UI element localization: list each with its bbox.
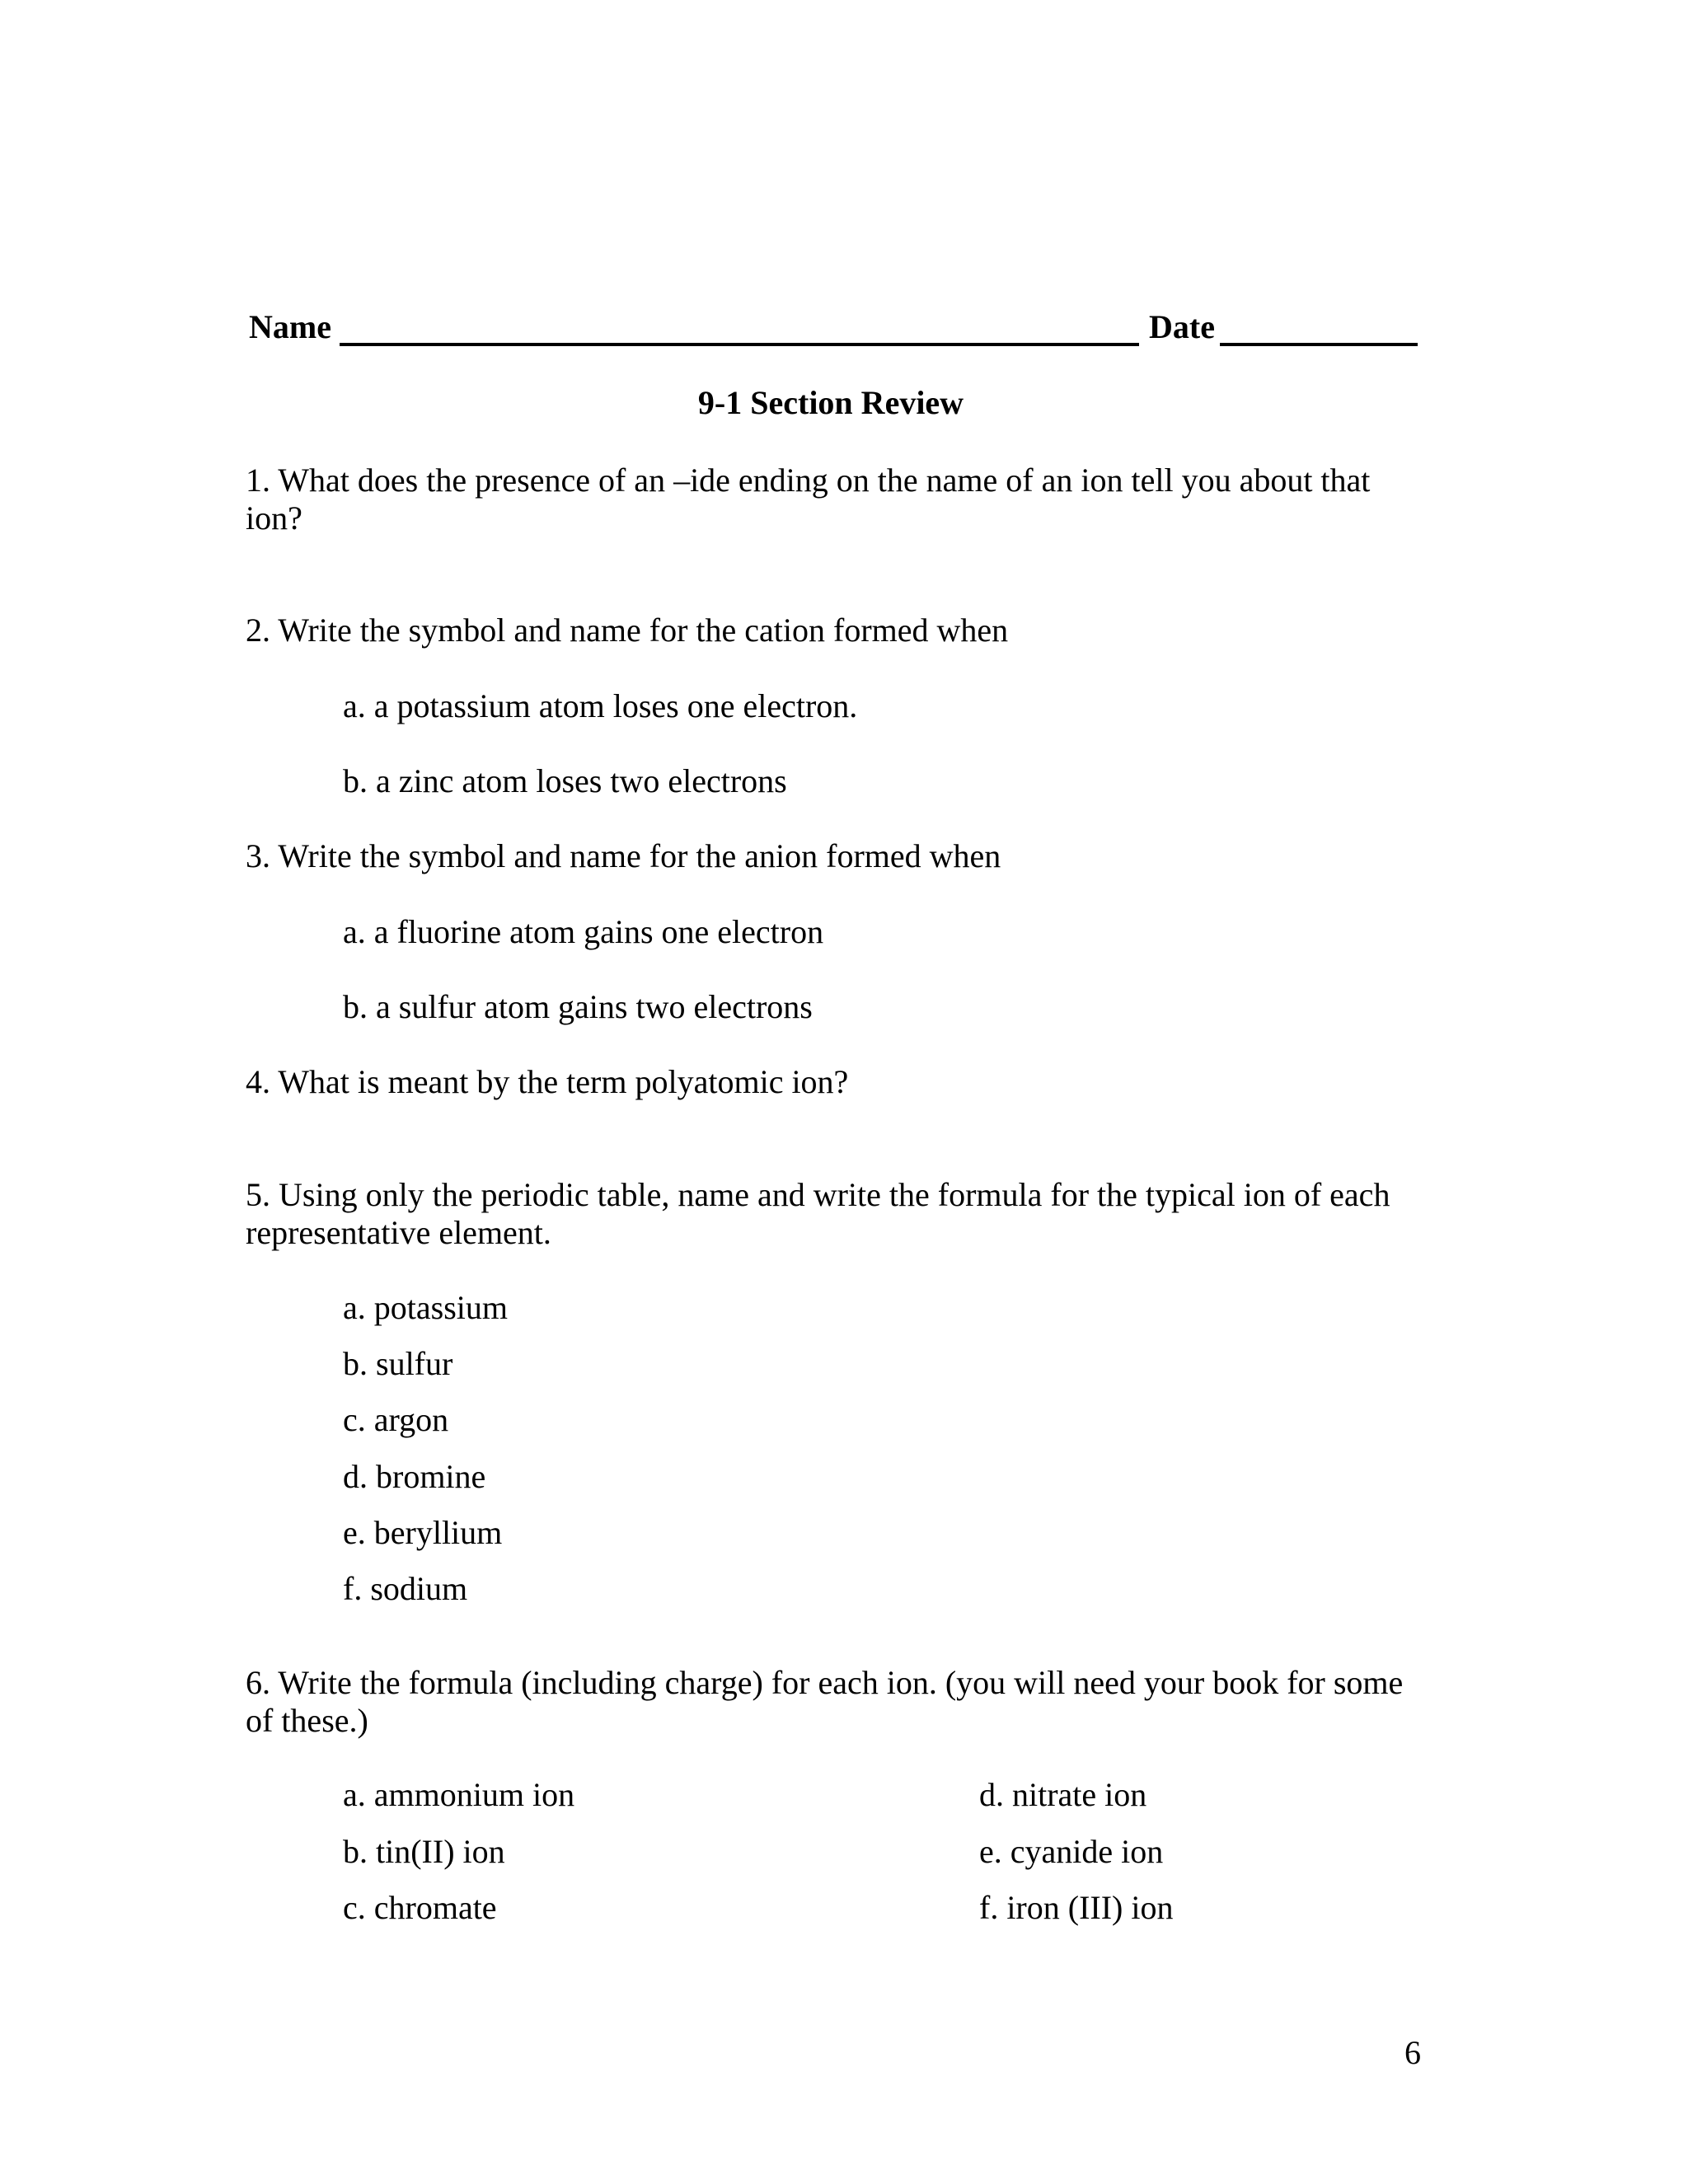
question-6-item-b: b. tin(II) ion bbox=[343, 1833, 505, 1870]
question-5-item-d: d. bromine bbox=[343, 1458, 486, 1495]
question-5-item-b: b. sulfur bbox=[343, 1345, 453, 1382]
date-blank-line bbox=[1220, 343, 1418, 346]
name-blank-line bbox=[340, 343, 1139, 346]
name-label: Name bbox=[249, 308, 331, 345]
name-date-header bbox=[249, 307, 1419, 353]
question-2-item-b: b. a zinc atom loses two electrons bbox=[343, 762, 787, 799]
date-label: Date bbox=[1149, 308, 1215, 345]
question-4: 4. What is meant by the term polyatomic ion? bbox=[246, 1063, 849, 1100]
question-6-item-a: a. ammonium ion bbox=[343, 1776, 575, 1813]
question-5: 5. Using only the periodic table, name and write the formula for the typical ion of each representative element. bbox=[246, 1176, 1390, 1251]
page-title: 9-1 Section Review bbox=[697, 384, 964, 421]
question-6-item-f: f. iron (III) ion bbox=[979, 1889, 1174, 1926]
question-2-item-a: a. a potassium atom loses one electron. bbox=[343, 687, 858, 724]
question-5-item-a: a. potassium bbox=[343, 1289, 508, 1326]
question-5-item-e: e. beryllium bbox=[343, 1514, 503, 1551]
question-5-item-c: c. argon bbox=[343, 1401, 449, 1438]
question-3-item-b: b. a sulfur atom gains two electrons bbox=[343, 988, 813, 1025]
page-number: 6 bbox=[1404, 2034, 1421, 2071]
question-6-item-c: c. chromate bbox=[343, 1889, 497, 1926]
question-6-item-e: e. cyanide ion bbox=[979, 1833, 1164, 1870]
question-3-item-a: a. a fluorine atom gains one electron bbox=[343, 913, 824, 950]
question-6-item-d: d. nitrate ion bbox=[979, 1776, 1147, 1813]
question-5-item-f: f. sodium bbox=[343, 1570, 468, 1607]
question-2: 2. Write the symbol and name for the cation formed when bbox=[246, 612, 1009, 649]
question-3: 3. Write the symbol and name for the anion formed when bbox=[246, 837, 1001, 874]
question-6: 6. Write the formula (including charge) for each ion. (you will need your book for some of these.) bbox=[246, 1664, 1404, 1739]
question-1: 1. What does the presence of an –ide ending on the name of an ion tell you about that ion? bbox=[246, 462, 1371, 537]
